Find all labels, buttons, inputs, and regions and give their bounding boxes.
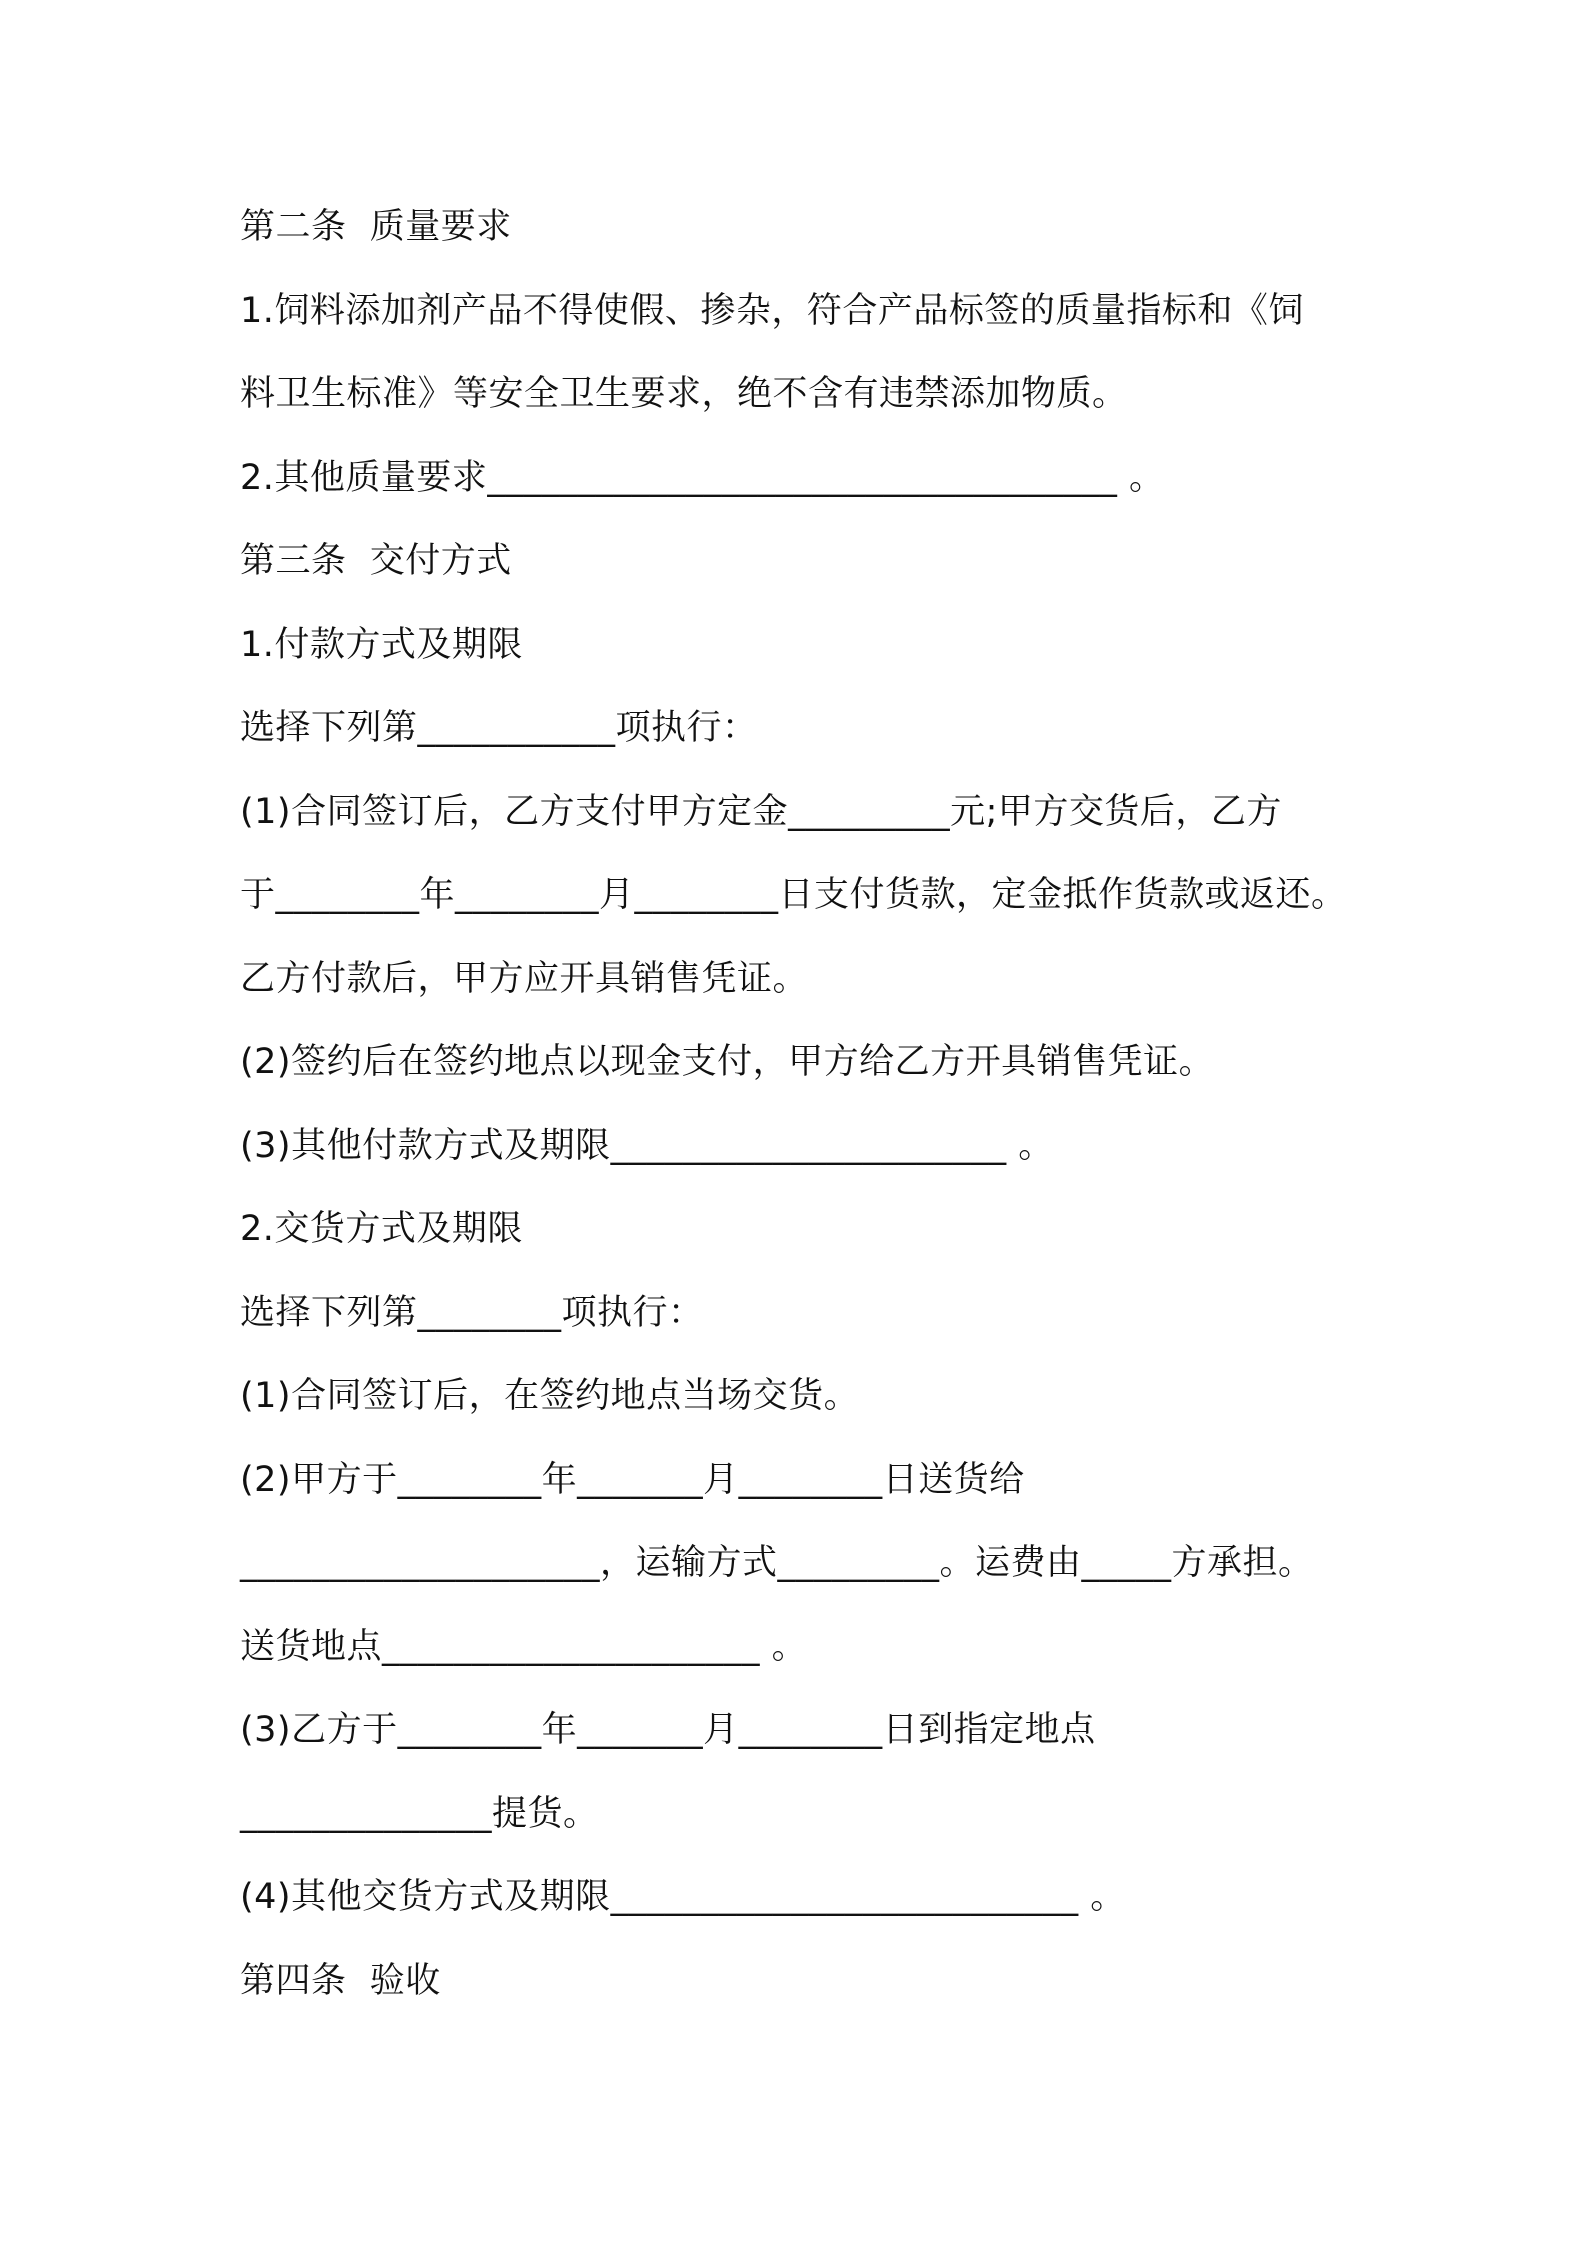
quality-clause-1-line-1: 1.饲料添加剂产品不得使假、掺杂，符合产品标签的质量指标和《饲 [240, 291, 1304, 331]
delivery-method-heading: 2.交货方式及期限 [240, 1209, 523, 1249]
delivery-option-2-line-1: (2)甲方于________年_______月________日送货给 [240, 1460, 1025, 1500]
article-2-heading: 第二条 质量要求 [240, 207, 512, 247]
payment-option-1-line-1: (1)合同签订后，乙方支付甲方定金_________元;甲方交货后，乙方 [240, 792, 1282, 832]
payment-option-2: (2)签约后在签约地点以现金支付，甲方给乙方开具销售凭证。 [240, 1042, 1215, 1082]
delivery-option-3-line-1: (3)乙方于________年_______月________日到指定地点 [240, 1710, 1096, 1750]
payment-option-3: (3)其他付款方式及期限______________________ 。 [240, 1126, 1054, 1166]
payment-method-heading: 1.付款方式及期限 [240, 625, 523, 665]
payment-option-select: 选择下列第___________项执行： [240, 708, 758, 748]
delivery-option-select: 选择下列第________项执行： [240, 1293, 704, 1333]
delivery-option-3-line-2: ______________提货。 [240, 1794, 599, 1834]
delivery-option-2-line-3: 送货地点_____________________ 。 [240, 1627, 808, 1667]
article-3-heading: 第三条 交付方式 [240, 541, 512, 581]
delivery-option-2-line-2: ____________________，运输方式_________。运费由_____方承担。 [240, 1543, 1314, 1583]
payment-option-1-line-3: 乙方付款后，甲方应开具销售凭证。 [240, 959, 809, 999]
article-4-heading: 第四条 验收 [240, 1961, 441, 2001]
delivery-option-4: (4)其他交货方式及期限__________________________ 。 [240, 1877, 1126, 1917]
quality-clause-1-line-2: 料卫生标准》等安全卫生要求，绝不含有违禁添加物质。 [240, 374, 1128, 414]
delivery-option-1: (1)合同签订后，在签约地点当场交货。 [240, 1376, 860, 1416]
payment-option-1-line-2: 于________年________月________日支付货款，定金抵作货款或返还。 [240, 875, 1347, 915]
quality-clause-2: 2.其他质量要求___________________________________ 。 [240, 458, 1165, 498]
